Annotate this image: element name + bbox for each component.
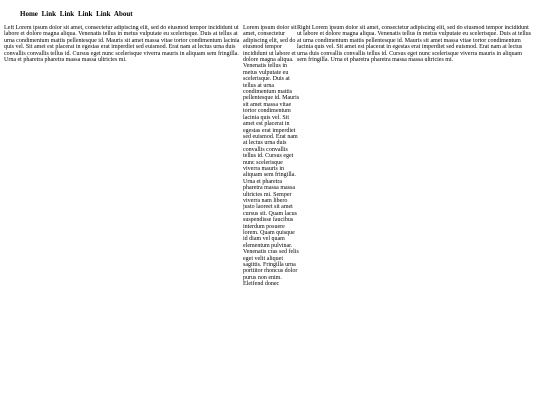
nav-link-2[interactable]: Link [59,10,75,18]
middle-column-text: Lorem ipsum dolor sit amet, consectetur adipiscing elit, sed do eiusmod tempor incididunt ut labore et dolore magna aliqua. Venenatis tellus in metus vulputate eu scelerisque. Duis at tellus at urna condimentum mattis pellentesque id. Mauris sit amet massa vitae tortor condimentum lacinia quis vel. Sit amet est placerat in egestas erat imperdiet sed euismod. Erat nam at lectus urna duis convallis convallis tellus id. Cursus eget nunc scelerisque viverra mauris in aliquam sem fringilla. Urna et pharetra pharetra massa massa ultricies mi. Semper viverra nam libero justo laoreet sit amet cursus sit. Quam lacus suspendisse faucibus interdum posuere lorem. Quam quisque id diam vel quam elementum pulvinar. Venenatis cras sed felis eget velit aliquet sagittis. Fringilla urna porttitor rhoncus dolor purus non enim. Eleifend donec [243,25,300,288]
nav-link-home[interactable]: Home [20,10,38,18]
nav-link-3[interactable]: Link [77,10,93,18]
nav-link-about[interactable]: About [113,10,133,18]
nav-link-4[interactable]: Link [96,10,111,18]
left-column-text: Left Lorem ipsum dolor sit amet, consectetur adipiscing elit, sed do eiusmod tempor incididunt ut labore et dolore magna aliqua. Venenatis tellus in metus vulputate eu scelerisque. Duis at tellus at urna condimentum mattis pellentesque id. Mauris sit amet massa vitae tortor condimentum lacinia quis vel. Sit amet est placerat in egestas erat imperdiet sed euismod. Erat nam at lectus urna duis convallis convallis tellus id. Cursus eget nunc scelerisque viverra mauris in aliquam sem fringilla. Urna et pharetra pharetra massa massa ultricies mi. [4,25,240,64]
top-nav [20,10,135,18]
nav-link-1[interactable]: Link [41,10,57,18]
right-column-text: Right Lorem ipsum dolor sit amet, consectetur adipiscing elit, sed do eiusmod tempor incididunt ut labore et dolore magna aliqua. Venenatis tellus in metus vulputate eu scelerisque. Duis at tellus at urna condimentum mattis pellentesque id. Mauris sit amet massa vitae tortor condimentum lacinia quis vel. Sit amet est placerat in egestas erat imperdiet sed euismod. Erat nam at lectus urna duis convallis convallis tellus id. Cursus eget nunc scelerisque viverra mauris in aliquam sem fringilla. Urna et pharetra pharetra massa massa ultricies mi. [297,25,531,64]
